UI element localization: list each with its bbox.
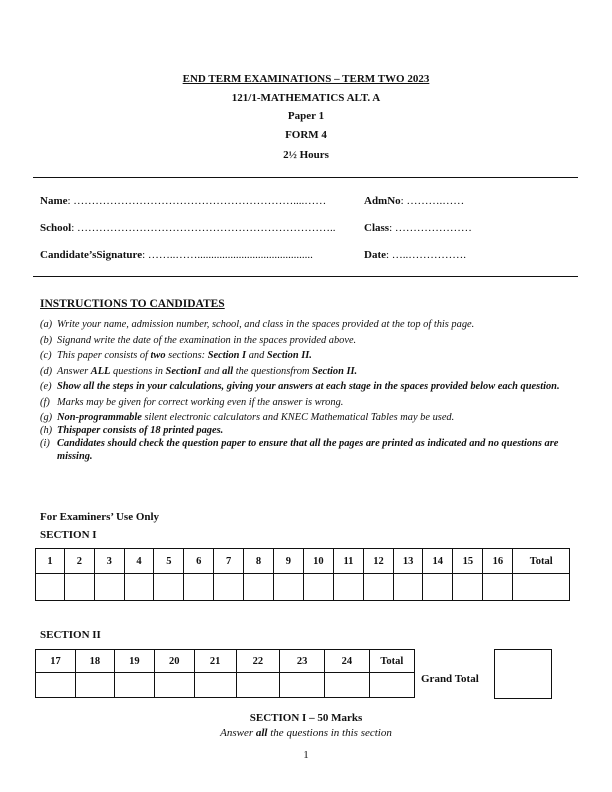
column-header: 24 xyxy=(325,650,370,673)
column-header: 7 xyxy=(214,549,244,574)
score-cell[interactable] xyxy=(194,673,236,698)
item-text: Candidates should check the question paper to ensure that all the pages are printed as indicated and no questions are missing. xyxy=(57,437,559,462)
item-text: Marks may be given for correct working even if the answer is wrong. xyxy=(57,397,344,409)
class-dots: : ………………… xyxy=(389,222,472,234)
score-cell[interactable] xyxy=(303,574,333,601)
column-header: 14 xyxy=(423,549,453,574)
item-text: Non-programmable xyxy=(57,411,142,423)
item-text: Section II. xyxy=(266,350,312,362)
instruction-b xyxy=(40,333,580,349)
column-header: 20 xyxy=(154,650,194,673)
score-cell[interactable] xyxy=(363,574,393,601)
date-field[interactable] xyxy=(364,249,466,261)
instruction-c xyxy=(40,348,580,364)
score-cell[interactable] xyxy=(75,673,114,698)
score-cell[interactable] xyxy=(280,673,325,698)
column-header: 6 xyxy=(184,549,214,574)
score-cell[interactable] xyxy=(94,574,124,601)
score-cell[interactable] xyxy=(114,673,154,698)
item-text: and xyxy=(246,350,267,362)
item-text: Thispaper consists of 18 printed pages. xyxy=(57,424,224,436)
admno-field[interactable] xyxy=(364,195,464,207)
score-cell[interactable] xyxy=(244,574,274,601)
grand-total-box[interactable] xyxy=(494,649,552,699)
score-cell[interactable] xyxy=(154,574,184,601)
section2-label: SECTION II xyxy=(40,629,101,641)
score-cell[interactable] xyxy=(36,574,65,601)
date-dots: : …..……………. xyxy=(386,249,467,261)
column-header: 3 xyxy=(94,549,124,574)
instruction-f xyxy=(40,395,580,411)
item-text: Signand write the date of the examination in the spaces provided above. xyxy=(57,334,357,346)
school-dots: : …………………………………………………………….. xyxy=(71,222,336,234)
score-cell[interactable] xyxy=(394,574,423,601)
admno-dots: : ……….…… xyxy=(400,195,465,207)
score-cell[interactable] xyxy=(154,673,194,698)
column-header: 16 xyxy=(483,549,513,574)
item-text: questions in xyxy=(110,365,166,377)
grand-total-label: Grand Total xyxy=(421,673,479,685)
date-label: Date xyxy=(364,249,386,261)
duration: 2½ Hours xyxy=(283,149,329,161)
instructions-list xyxy=(40,317,580,463)
item-text: two xyxy=(150,350,166,362)
column-header: 8 xyxy=(244,549,274,574)
score-row xyxy=(36,574,570,601)
divider-bottom xyxy=(33,276,578,277)
answer-bold: all xyxy=(255,727,268,739)
signature-label: Candidate’sSignature xyxy=(40,249,143,261)
score-cell[interactable] xyxy=(36,673,76,698)
score-cell[interactable] xyxy=(273,574,303,601)
item-label: (f) xyxy=(40,397,50,409)
column-header: 10 xyxy=(303,549,333,574)
item-text: SectionI xyxy=(165,365,202,377)
school-label: School xyxy=(40,222,72,234)
item-text: silent electronic calculators and KNEC Mathematical Tables may be used. xyxy=(141,411,455,423)
item-label: (h) xyxy=(40,424,53,436)
column-header: 18 xyxy=(75,650,114,673)
item-text: sections: xyxy=(165,350,208,362)
section1-label: SECTION I xyxy=(40,529,97,541)
item-label: (g) xyxy=(40,411,53,423)
column-header: Total xyxy=(513,549,570,574)
column-header: 15 xyxy=(453,549,483,574)
score-cell[interactable] xyxy=(184,574,214,601)
instruction-i xyxy=(40,437,580,463)
name-dots: : ……………………………………………………....…… xyxy=(67,195,327,207)
signature-dots: : ……..…….......................................... xyxy=(142,249,313,261)
item-text: ALL xyxy=(90,365,111,377)
section1-title: SECTION I – 50 Marks xyxy=(249,712,363,724)
item-text: Section I xyxy=(207,350,247,362)
score-cell[interactable] xyxy=(513,574,570,601)
item-label: (d) xyxy=(40,365,53,377)
item-text: Section II. xyxy=(312,365,358,377)
item-text: all xyxy=(222,365,234,377)
school-field[interactable] xyxy=(40,222,336,234)
name-field[interactable] xyxy=(40,195,326,207)
item-text: Write your name, admission number, school, and class in the spaces provided at the top of this page. xyxy=(57,319,475,330)
column-header: 11 xyxy=(333,549,363,574)
column-header: 12 xyxy=(363,549,393,574)
column-header: 5 xyxy=(154,549,184,574)
form-level: FORM 4 xyxy=(285,129,327,141)
item-label: (i) xyxy=(40,437,50,449)
item-label: (b) xyxy=(40,334,53,346)
column-header: 22 xyxy=(236,650,280,673)
column-header: 9 xyxy=(273,549,303,574)
item-text: This paper consists of xyxy=(57,350,151,362)
column-header: 21 xyxy=(194,650,236,673)
header-row xyxy=(36,549,570,574)
score-cell[interactable] xyxy=(214,574,244,601)
class-field[interactable] xyxy=(364,222,472,234)
item-text: Show all the steps in your calculations, giving your answers at each stage in the spaces provided below each question. xyxy=(57,381,560,393)
instruction-d xyxy=(40,364,580,380)
section1-score-table xyxy=(35,548,570,601)
column-header: 17 xyxy=(36,650,76,673)
section2-score-table xyxy=(35,649,415,698)
instruction-a xyxy=(40,317,580,333)
signature-field[interactable] xyxy=(40,249,313,261)
item-text: and xyxy=(201,365,223,377)
score-cell[interactable] xyxy=(325,673,370,698)
section1-instruction xyxy=(0,727,612,739)
subject-code: 121/1-MATHEMATICS ALT. A xyxy=(231,92,381,104)
instructions-heading: INSTRUCTIONS TO CANDIDATES xyxy=(40,298,225,310)
score-cell[interactable] xyxy=(483,574,513,601)
column-header: 23 xyxy=(280,650,325,673)
class-label: Class xyxy=(364,222,390,234)
divider-top xyxy=(33,177,578,178)
instruction-h xyxy=(40,424,580,437)
instruction-g xyxy=(40,411,580,424)
paper-number: Paper 1 xyxy=(287,110,325,122)
item-label: (e) xyxy=(40,381,52,393)
examiners-heading: For Examiners’ Use Only xyxy=(40,511,160,523)
item-text: Answer xyxy=(57,365,91,377)
item-label: (a) xyxy=(40,319,53,330)
header-row xyxy=(36,650,415,673)
page-number: 1 xyxy=(303,749,309,761)
column-header: 1 xyxy=(36,549,65,574)
answer-prefix: Answer xyxy=(220,727,256,739)
column-header: Total xyxy=(369,650,414,673)
item-label: (c) xyxy=(40,350,52,362)
score-cell[interactable] xyxy=(64,574,94,601)
score-cell[interactable] xyxy=(333,574,363,601)
column-header: 19 xyxy=(114,650,154,673)
column-header: 13 xyxy=(394,549,423,574)
column-header: 2 xyxy=(64,549,94,574)
instruction-e xyxy=(40,379,580,395)
score-cell[interactable] xyxy=(236,673,280,698)
score-cell[interactable] xyxy=(124,574,154,601)
score-cell[interactable] xyxy=(423,574,453,601)
item-text: the questionsfrom xyxy=(233,365,313,377)
exam-title: END TERM EXAMINATIONS – TERM TWO 2023 xyxy=(182,73,430,85)
column-header: 4 xyxy=(124,549,154,574)
answer-suffix: the questions in this section xyxy=(267,727,392,739)
score-row xyxy=(36,673,415,698)
score-cell[interactable] xyxy=(369,673,414,698)
score-cell[interactable] xyxy=(453,574,483,601)
admno-label: AdmNo xyxy=(364,195,401,207)
name-label: Name xyxy=(40,195,68,207)
